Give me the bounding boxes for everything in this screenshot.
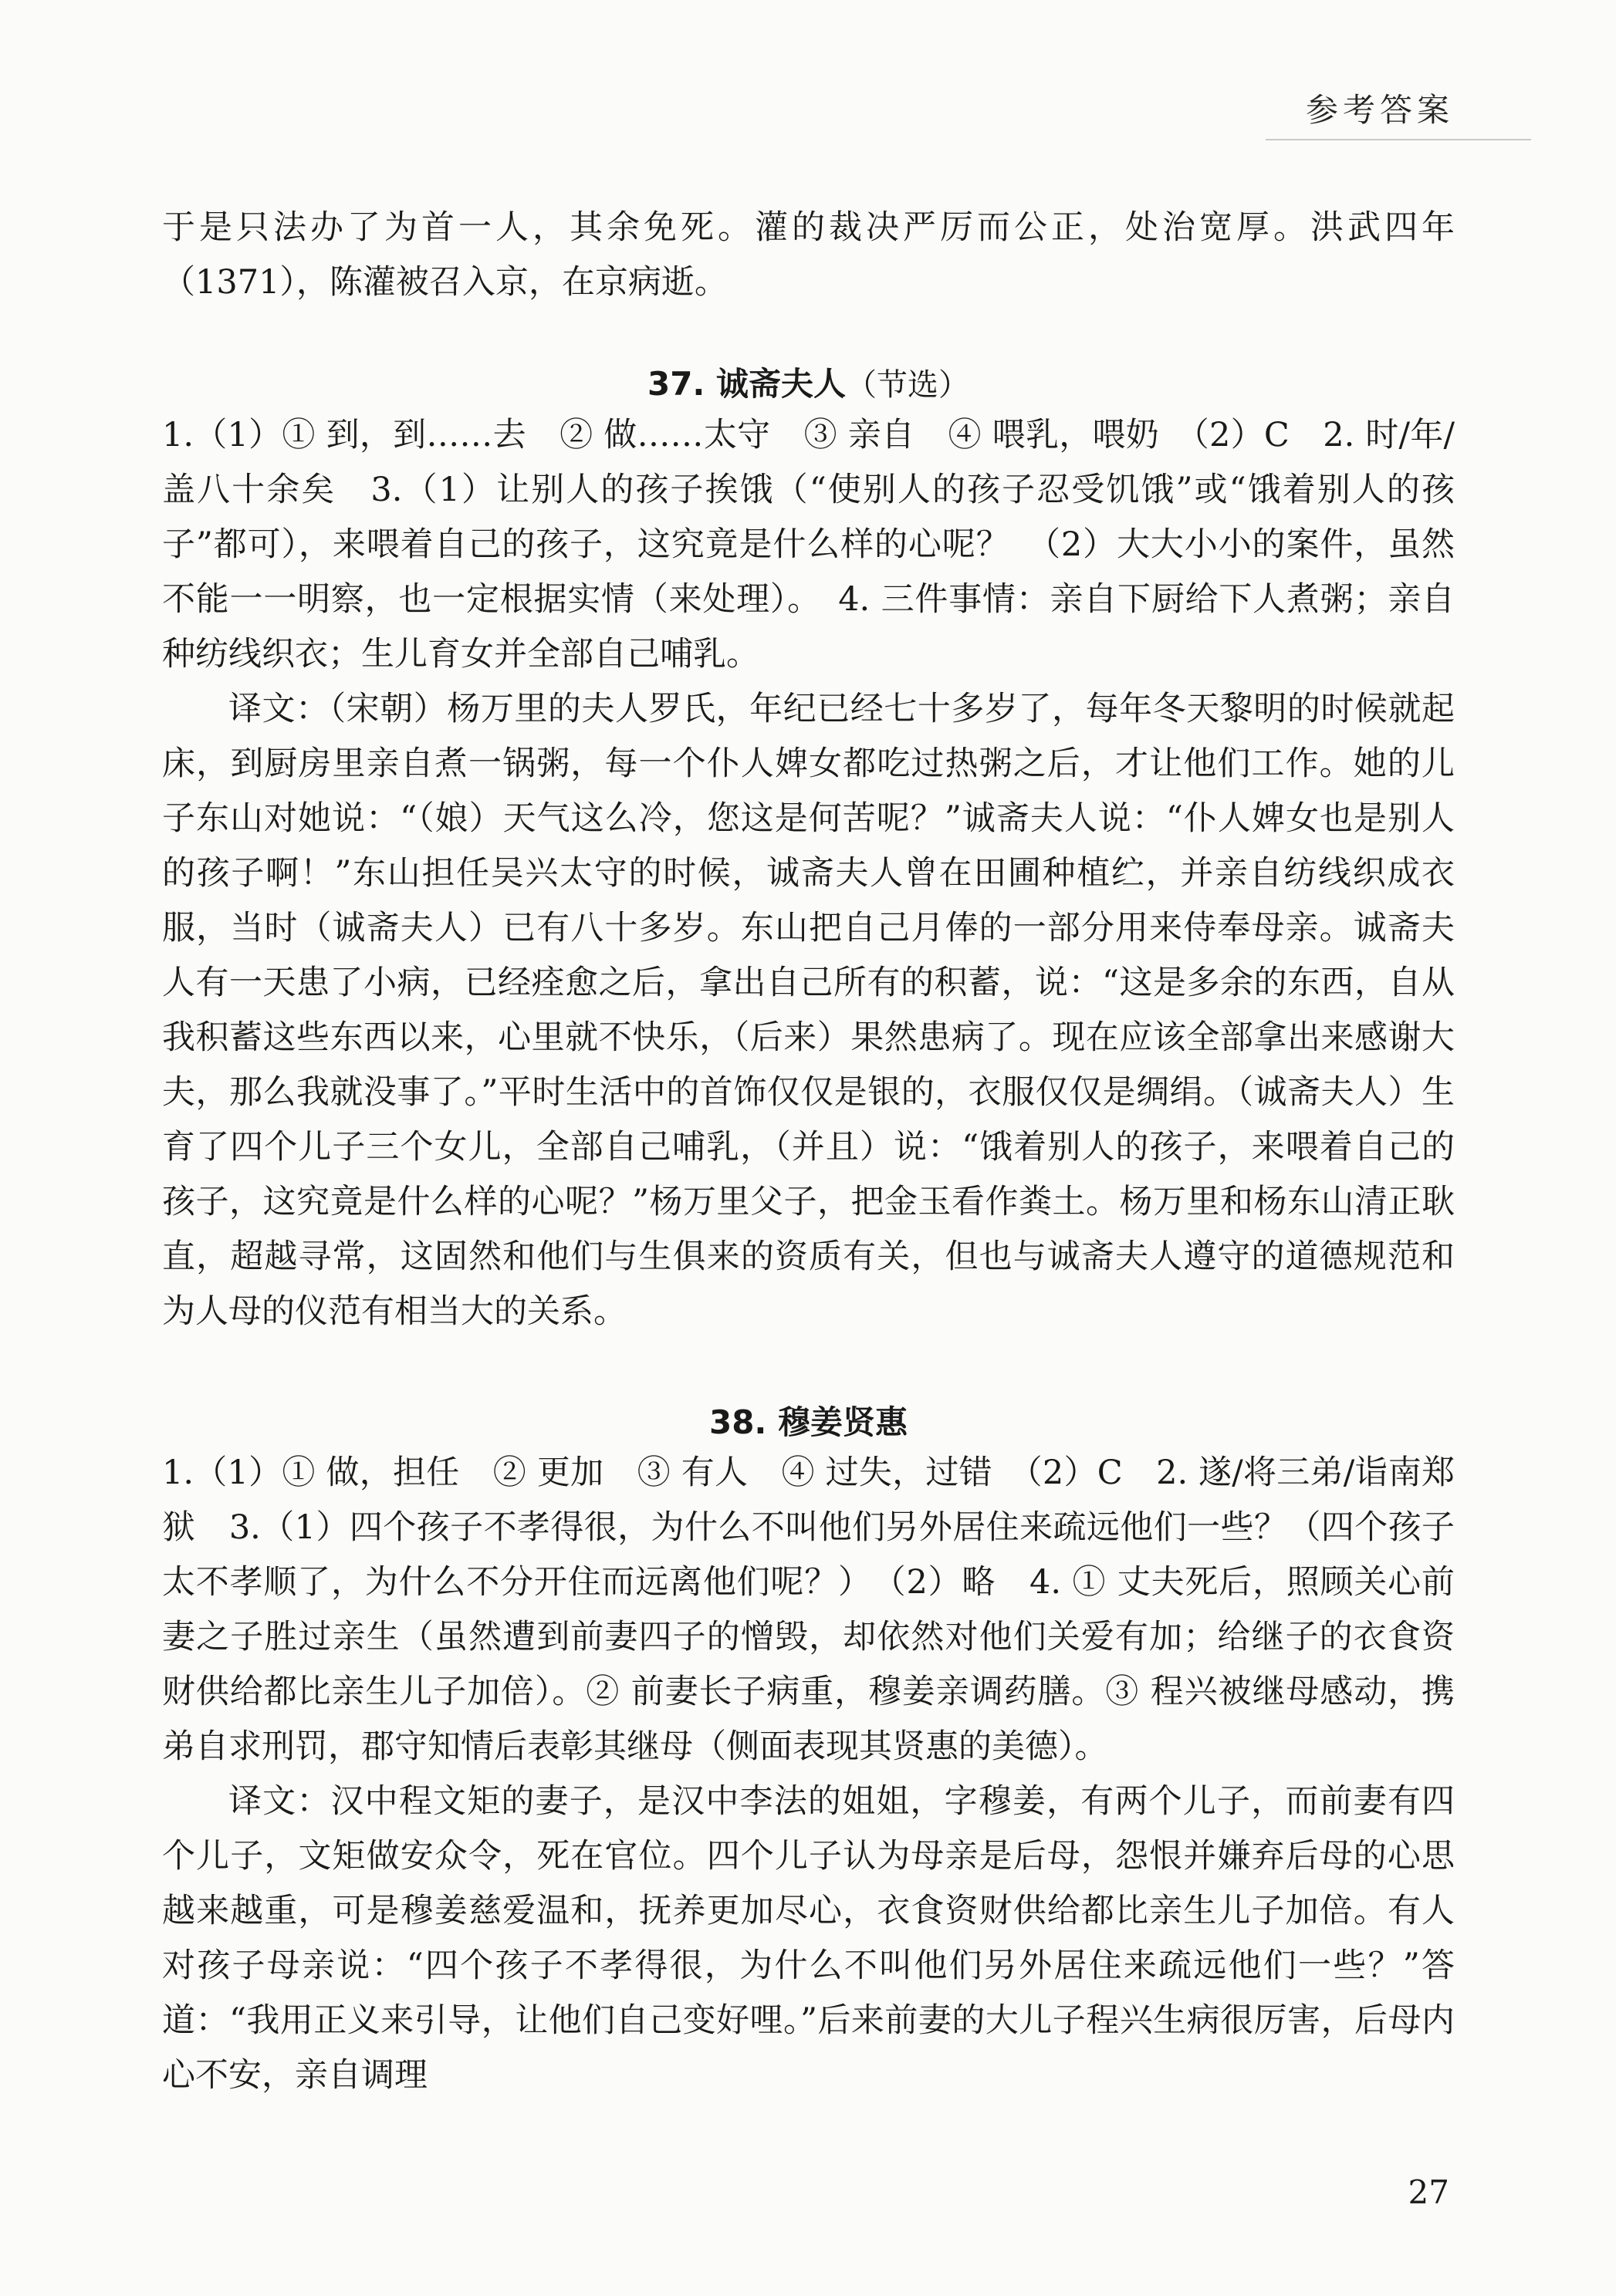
header-rule <box>1266 139 1531 140</box>
spacer <box>162 310 1455 361</box>
section-37-translation: 译文：（宋朝）杨万里的夫人罗氏，年纪已经七十多岁了，每年冬天黎明的时候就起床，到厨房里亲自煮一锅粥，每一个仆人婢女都吃过热粥之后，才让他们工作。她的儿子东山对她说：“（娘）天气这么冷，您这是何苦呢？”诚斋夫人说：“仆人婢女也是别人的孩子啊！”东山担任吴兴太守的时候，诚斋夫人曾在田圃种植纻，并亲自纺线织成衣服，当时（诚斋夫人）已有八十多岁。东山把自己月俸的一部分用来侍奉母亲。诚斋夫人有一天患了小病，已经痊愈之后，拿出自己所有的积蓄，说：“这是多余的东西，自从我积蓄这些东西以来，心里就不快乐，（后来）果然患病了。现在应该全部拿出来感谢大夫，那么我就没事了。”平时生活中的首饰仅仅是银的，衣服仅仅是绸绢。（诚斋夫人）生育了四个儿子三个女儿，全部自己哺乳，（并且）说：“饿着别人的孩子，来喂着自己的孩子，这究竟是什么样的心呢？”杨万里父子，把金玉看作粪土。杨万里和杨东山清正耿直，超越寻常，这固然和他们与生俱来的资质有关，但也与诚斋夫人遵守的道德规范和为人母的仪范有相当大的关系。 <box>162 690 1455 1331</box>
section-37-subtitle: （节选） <box>846 367 970 403</box>
section-37-title <box>162 361 1455 408</box>
section-38-title-text: 38. 穆姜贤惠 <box>708 1403 908 1441</box>
section-38-answers: 1.（1）① 做，担任 ② 更加 ③ 有人 ④ 过失，过错 （2）C 2. 遂/将三弟/诣南郑狱 3.（1）四个孩子不孝得很，为什么不叫他们另外居住来疏远他们一些？（四个孩子太不孝顺了，为什么不分开住而远离他们呢？） （2）略 4. ① 丈夫死后，照顾关心前妻之子胜过亲生（虽然遭到前妻四子的憎毁，却依然对他们关爱有加；给继子的衣食资财供给都比亲生儿子加倍）。② 前妻长子病重，穆姜亲调药膳。③ 程兴被继母感动，携弟自求刑罚，郡守知情后表彰其继母（侧面表现其贤惠的美德）。 <box>162 1454 1455 1766</box>
running-header: 参考答案 <box>1305 91 1454 129</box>
section-37-title-text: 37. 诚斋夫人 <box>647 365 847 403</box>
spacer <box>162 1339 1455 1400</box>
continuation-paragraph: 于是只法办了为首一人，其余免死。灌的裁决严厉而公正，处治宽厚。洪武四年（1371），陈灌被召入京，在京病逝。 <box>162 208 1455 302</box>
section-38-translation: 译文：汉中程文矩的妻子，是汉中李法的姐姐，字穆姜，有两个儿子，而前妻有四个儿子，文矩做安众令，死在官位。四个儿子认为母亲是后母，怨恨并嫌弃后母的心思越来越重，可是穆姜慈爱温和，抚养更加尽心，衣食资财供给都比亲生儿子加倍。有人对孩子母亲说：“四个孩子不孝得很，为什么不叫他们另外居住来疏远他们一些？”答道：“我用正义来引导，让他们自己变好哩。”后来前妻的大儿子程兴生病很厉害，后母内心不安，亲自调理 <box>162 1782 1455 2095</box>
section-37-answers: 1.（1）① 到，到……去 ② 做……太守 ③ 亲自 ④ 喂乳，喂奶 （2）C 2. 时/年/盖八十余矣 3.（1）让别人的孩子挨饿（“使别人的孩子忍受饥饿”或“饿着别人的孩子”都可），来喂着自己的孩子，这究竟是什么样的心呢？ （2）大大小小的案件，虽然不能一一明察，也一定根据实情（来处理）。 4. 三件事情：亲自下厨给下人煮粥；亲自种纺线织衣；生儿育女并全部自己哺乳。 <box>162 416 1455 674</box>
page-number: 27 <box>1408 2173 1449 2211</box>
page-content <box>162 201 1455 2103</box>
section-38-title <box>162 1400 1455 1446</box>
